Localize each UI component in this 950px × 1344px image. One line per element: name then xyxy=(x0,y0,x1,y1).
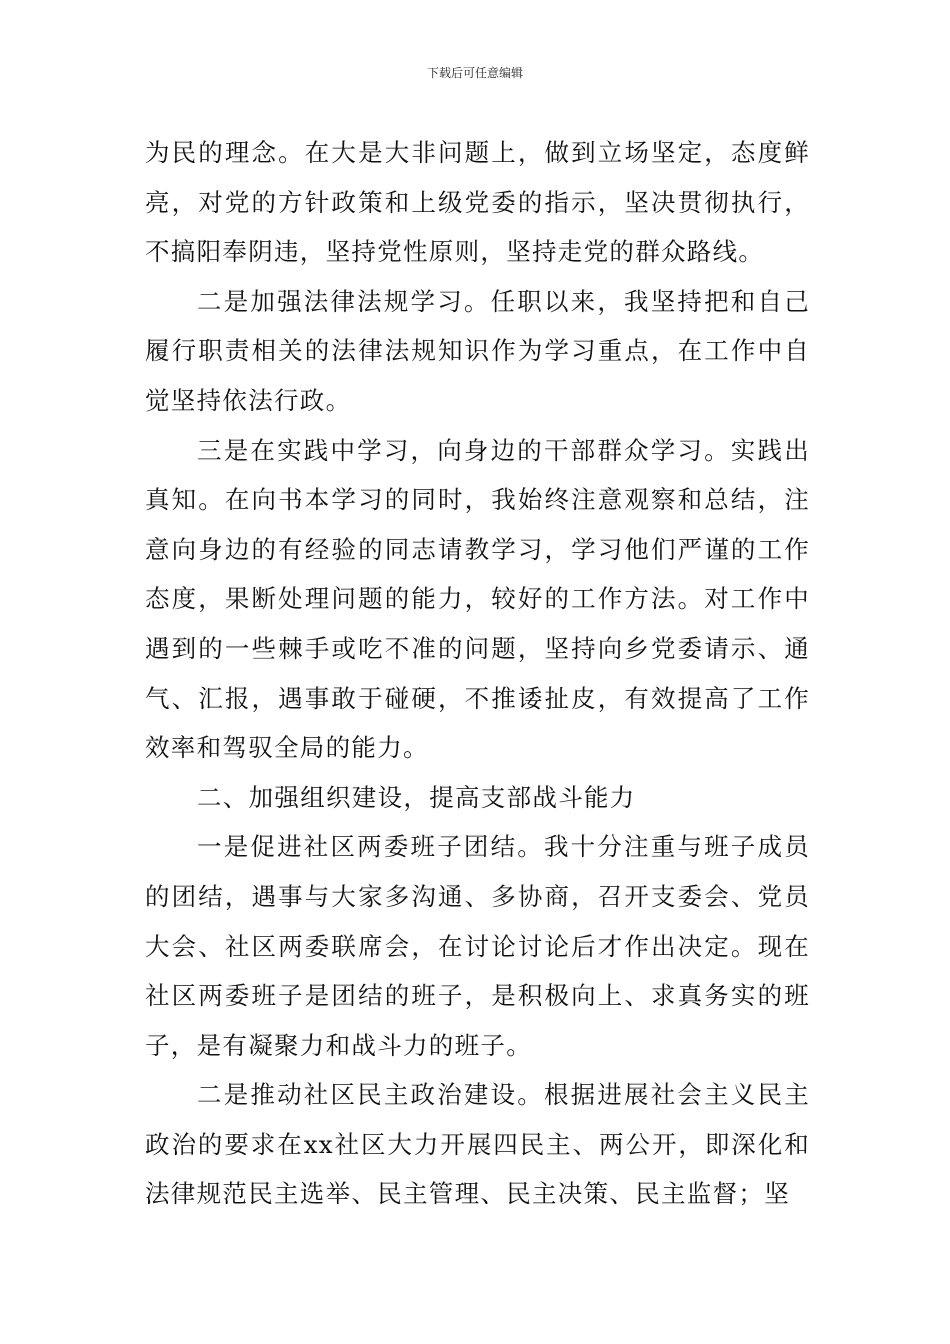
paragraph-3: 三是在实践中学习，向身边的干部群众学习。实践出真知。在向书本学习的同时，我始终注意观察和总结，注意向身边的有经验的同志请教学习，学习他们严谨的工作态度，果断处理问题的能力，较好的工作方法。对工作中遇到的一些棘手或吃不准的问题，坚持向乡党委请示、通气、汇报，遇事敢于碰硬，不推诿扯皮，有效提高了工作效率和驾驭全局的能力。 xyxy=(145,435,810,763)
document-body xyxy=(145,128,810,1219)
paragraph-4: 一是促进社区两委班子团结。我十分注重与班子成员的团结，遇事与大家多沟通、多协商，召开支委会、党员大会、社区两委联席会，在讨论讨论后才作出决定。现在社区两委班子是团结的班子，是积极向上、求真务实的班子，是有凝聚力和战斗力的班子。 xyxy=(145,832,810,1060)
page-header: 下载后可任意编辑 xyxy=(426,66,523,80)
section-heading: 二、加强组织建设，提高支部战斗能力 xyxy=(197,782,636,812)
paragraph-2: 二是加强法律法规学习。任职以来，我坚持把和自己履行职责相关的法律法规知识作为学习重点，在工作中自觉坚持依法行政。 xyxy=(145,286,810,415)
paragraph-1: 为民的理念。在大是大非问题上，做到立场坚定，态度鲜亮，对党的方针政策和上级党委的指示，坚决贯彻执行，不搞阳奉阴违，坚持党性原则，坚持走党的群众路线。 xyxy=(145,138,810,267)
paragraph-5: 二是推动社区民主政治建设。根据进展社会主义民主政治的要求在xx社区大力开展四民主、两公开，即深化和法律规范民主选举、民主管理、民主决策、民主监督；坚 xyxy=(145,1080,810,1209)
